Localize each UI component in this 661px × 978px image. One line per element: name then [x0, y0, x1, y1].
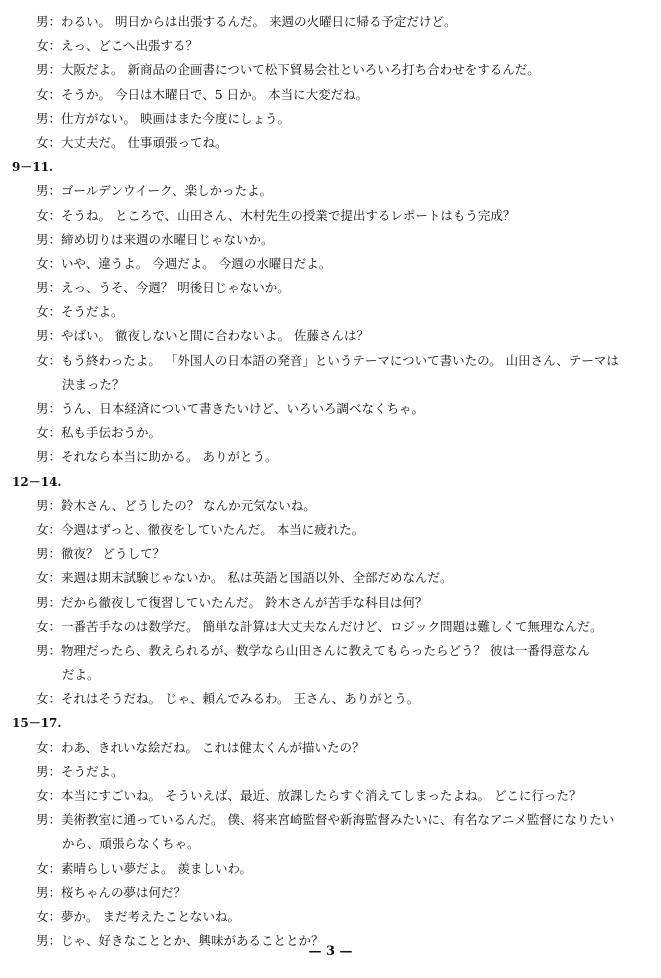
dialogue-line	[0, 445, 661, 469]
dialogue-text: そうだよ。	[61, 763, 124, 779]
speaker-label: 男：	[36, 280, 62, 296]
speaker-label: 女：	[36, 38, 62, 54]
speaker-label: 女：	[36, 618, 62, 634]
dialogue-line	[0, 566, 661, 590]
dialogue-line	[0, 228, 661, 252]
dialogue-text: それはそうだね。 じゃ、頼んでみるわ。 王さん、ありがとう。	[61, 691, 420, 707]
speaker-label: 男：	[36, 110, 62, 126]
speaker-label: 男：	[36, 812, 62, 828]
dialogue-line	[0, 397, 661, 421]
speaker-label: 女：	[36, 134, 62, 150]
dialogue-line	[0, 639, 661, 663]
dialogue-line	[0, 83, 661, 107]
dialogue-line	[0, 615, 661, 639]
dialogue-text: じゃ、好きなこととか、興味があることとか？	[61, 933, 324, 949]
dialogue-line	[0, 881, 661, 905]
dialogue-document	[0, 10, 661, 953]
speaker-label: 女：	[36, 425, 62, 441]
speaker-label: 男：	[36, 328, 62, 344]
dialogue-text: うん、日本経済について書きたいけど、いろいろ調べなくちゃ。	[61, 401, 425, 416]
dialogue-line	[0, 808, 661, 832]
dialogue-text: 決まった？	[62, 376, 125, 392]
speaker-label: 女：	[36, 304, 62, 320]
dialogue-text: 締め切りは来週の水曜日じゃないか。	[61, 231, 274, 247]
dialogue-line	[0, 518, 661, 542]
speaker-label: 女：	[36, 86, 62, 102]
dialogue-text: 鈴木さん、どうしたの？ なんか元気ないね。	[61, 497, 316, 513]
dialogue-line	[0, 131, 661, 155]
speaker-label: 女：	[36, 255, 62, 271]
dialogue-text: 大丈夫だ。 仕事頑張ってね。	[61, 134, 228, 150]
dialogue-line	[0, 300, 661, 324]
speaker-label: 女：	[36, 860, 62, 876]
dialogue-line	[0, 687, 661, 711]
dialogue-text: 私も手伝おうか。	[61, 425, 162, 441]
dialogue-line	[0, 905, 661, 929]
speaker-label: 女：	[36, 908, 62, 924]
speaker-label: 男：	[36, 594, 62, 610]
dialogue-text: 美術教室に通っているんだ。 僕、将来宮崎監督や新海監督みたいに、有名なアニメ監督になりたい	[61, 812, 615, 828]
dialogue-line	[0, 107, 661, 131]
section-label: 12－14.	[12, 474, 62, 489]
dialogue-text: 本当にすごいね。 そういえば、最近、放課したらすぐ消えてしまったよね。 どこに行った？	[61, 788, 582, 803]
speaker-label: 男：	[36, 497, 62, 513]
dialogue-line	[0, 494, 661, 518]
dialogue-text: 来週は期末試験じゃないか。 私は英語と国語以外、全部だめなんだ。	[61, 570, 453, 586]
dialogue-line	[0, 591, 661, 615]
speaker-label: 男：	[36, 62, 62, 78]
dialogue-line	[0, 10, 661, 34]
dialogue-text: 徹夜？ どうして？	[61, 546, 165, 562]
dialogue-text: 物理だったら、教えられるが、数学なら山田さんに教えてもらったらどう？ 彼は一番得意なん	[61, 642, 590, 658]
dialogue-text: 今週はずっと、徹夜をしていたんだ。 本当に疲れた。	[61, 521, 365, 537]
dialogue-text: 桜ちゃんの夢は何だ？	[61, 884, 187, 900]
speaker-label: 男：	[36, 933, 62, 949]
dialogue-text: だよ。	[62, 667, 100, 683]
dialogue-text: そうだよ。	[61, 304, 124, 320]
speaker-label: 女：	[36, 739, 62, 755]
speaker-label: 男：	[36, 546, 62, 562]
dialogue-text: 素晴らしい夢だよ。 羨ましいわ。	[61, 860, 252, 876]
speaker-label: 男：	[36, 763, 62, 779]
speaker-label: 男：	[36, 884, 62, 900]
dialogue-continuation	[0, 373, 661, 397]
speaker-label: 男：	[36, 183, 62, 199]
dialogue-continuation	[0, 663, 661, 687]
page-number: — 3 —	[308, 944, 353, 959]
dialogue-text: 夢か。 まだ考えたことないね。	[61, 908, 240, 924]
dialogue-line	[0, 34, 661, 58]
dialogue-text: もう終わったよ。 「外国人の日本語の発音」というテーマについて書いたの。 山田さん、テーマは	[61, 352, 619, 368]
dialogue-text: だから徹夜して復習していたんだ。 鈴木さんが苦手な科目は何？	[61, 594, 428, 610]
speaker-label: 女：	[36, 521, 62, 537]
speaker-label: 男：	[36, 642, 62, 658]
speaker-label: 女：	[36, 207, 62, 223]
section-label: 9－11.	[12, 160, 54, 175]
dialogue-text: 仕方がない。 映画はまた今度にしょう。	[61, 110, 290, 126]
dialogue-line	[0, 179, 661, 203]
dialogue-text: 一番苦手なのは数学だ。 簡単な計算は大丈夫なんだけど、ロジック問題は難しくて無理なんだ。	[61, 618, 603, 634]
dialogue-line	[0, 252, 661, 276]
dialogue-text: わるい。 明日からは出張するんだ。 来週の火曜日に帰る予定だけど。	[61, 14, 457, 29]
dialogue-line	[0, 349, 661, 373]
dialogue-line	[0, 204, 661, 228]
dialogue-line	[0, 324, 661, 348]
dialogue-text: それなら本当に助かる。 ありがとう。	[61, 449, 278, 465]
dialogue-line	[0, 760, 661, 784]
dialogue-text: ゴールデンウイーク、楽しかったよ。	[61, 183, 273, 199]
dialogue-text: えっ、どこへ出張する？	[61, 38, 199, 54]
dialogue-line	[0, 736, 661, 760]
speaker-label: 女：	[36, 788, 62, 803]
dialogue-text: わあ、きれいな絵だね。 これは健太くんが描いたの？	[61, 739, 365, 755]
dialogue-text: いや、違うよ。 今週だよ。 今週の水曜日だよ。	[61, 255, 332, 271]
speaker-label: 男：	[36, 231, 62, 247]
speaker-label: 男：	[36, 401, 62, 416]
speaker-label: 女：	[36, 570, 62, 586]
dialogue-text: そうね。 ところで、山田さん、木村先生の授業で提出するレポートはもう完成？	[61, 207, 516, 223]
dialogue-text: から、頑張らなくちゃ。	[62, 836, 200, 852]
dialogue-line	[0, 421, 661, 445]
dialogue-line	[0, 276, 661, 300]
speaker-label: 男：	[36, 449, 62, 465]
speaker-label: 女：	[36, 352, 62, 368]
dialogue-line	[0, 784, 661, 808]
dialogue-text: やばい。 徹夜しないと間に合わないよ。 佐藤さんは？	[61, 328, 369, 344]
dialogue-line	[0, 58, 661, 82]
speaker-label: 女：	[36, 691, 62, 707]
dialogue-continuation	[0, 832, 661, 856]
dialogue-line	[0, 857, 661, 881]
dialogue-line	[0, 542, 661, 566]
speaker-label: 男：	[36, 14, 62, 29]
dialogue-text: 大阪だよ。 新商品の企画書について松下貿易会社といろいろ打ち合わせをするんだ。	[61, 62, 540, 78]
dialogue-text: そうか。 今日は木曜日で、5 日か。 本当に大変だね。	[61, 86, 369, 102]
section-label: 15－17.	[12, 716, 62, 731]
dialogue-text: えっ、うそ、今週？ 明後日じゃないか。	[61, 280, 290, 296]
